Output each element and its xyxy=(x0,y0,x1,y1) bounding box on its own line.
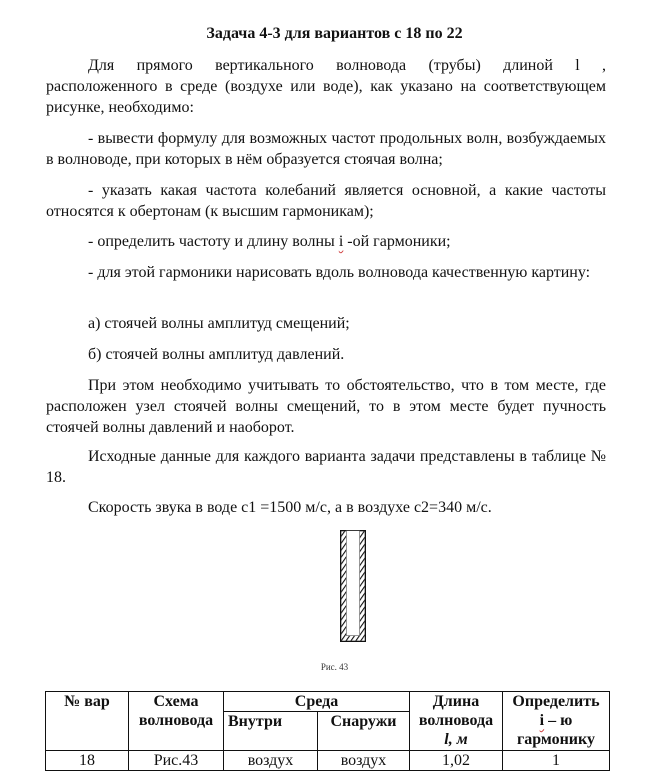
paragraph-node-antinode: При этом необходимо учитывать то обстоятельство, что в том месте, где расположен узел стоячей волны смещений, то в этом месте будет пучность стоячей волны давлений и наоборот. xyxy=(46,377,606,436)
paragraph-fundamental: - указать какая частота колебаний является основной, а какие частоты относятся к обертонам (к высшим гармоникам); xyxy=(46,182,606,220)
cell-scheme: Рис.43 xyxy=(129,751,224,771)
paragraph-derive-formula: - вывести формулу для возможных частот продольных волн, возбуждаемых в волноводе, при которых в нём образуется стоячая волна; xyxy=(46,130,606,168)
cell-harmonic: 1 xyxy=(503,751,610,771)
paragraph-source-data: Исходные данные для каждого варианта задачи представлены в таблице № 18. xyxy=(46,448,606,486)
paragraph-intro-rest: расположенного в среде (воздухе или воде), как указано на соответствующем рисунке, необходимо: xyxy=(46,78,606,116)
paragraph-intro-line1: Для прямого вертикального волновода (трубы) длиной l , xyxy=(88,57,606,74)
cell-variant: 18 xyxy=(46,751,129,771)
hatched-tube-closed-bottom-icon xyxy=(340,530,366,642)
paragraph-harmonic: - определить частоту и длину волны i -ой гармоники; xyxy=(88,233,451,250)
figure-caption: Рис. 43 xyxy=(320,662,349,672)
paragraph-item-b: б) стоячей волны амплитуд давлений. xyxy=(88,346,345,363)
variants-table xyxy=(45,691,610,771)
cell-outside: воздух xyxy=(318,751,410,771)
header-length: Длина волновода l, м xyxy=(410,692,503,751)
cell-inside: воздух xyxy=(224,751,318,771)
header-medium: Среда xyxy=(224,692,410,712)
header-variant: № вар xyxy=(46,692,129,751)
table-row xyxy=(46,751,610,771)
table-header-row-1 xyxy=(46,692,610,712)
header-inside: Внутри xyxy=(224,712,318,751)
header-scheme: Схема волновода xyxy=(129,692,224,751)
cell-length: 1,02 xyxy=(410,751,503,771)
header-harmonic-var: i xyxy=(539,712,545,729)
header-length-unit: l, м xyxy=(444,731,468,748)
task-title: Задача 4-3 для вариантов с 18 по 22 xyxy=(206,25,463,42)
harmonic-index-var: i xyxy=(338,233,344,250)
paragraph-sound-speed: Скорость звука в воде c1 =1500 м/с, а в воздухе c2=340 м/с. xyxy=(88,499,492,516)
header-harmonic: Определить i – ю гармонику xyxy=(503,692,610,751)
header-outside: Снаружи xyxy=(318,712,410,751)
paragraph-item-a: а) стоячей волны амплитуд смещений; xyxy=(88,315,350,332)
paragraph-draw: - для этой гармоники нарисовать вдоль волновода качественную картину: xyxy=(88,264,591,281)
